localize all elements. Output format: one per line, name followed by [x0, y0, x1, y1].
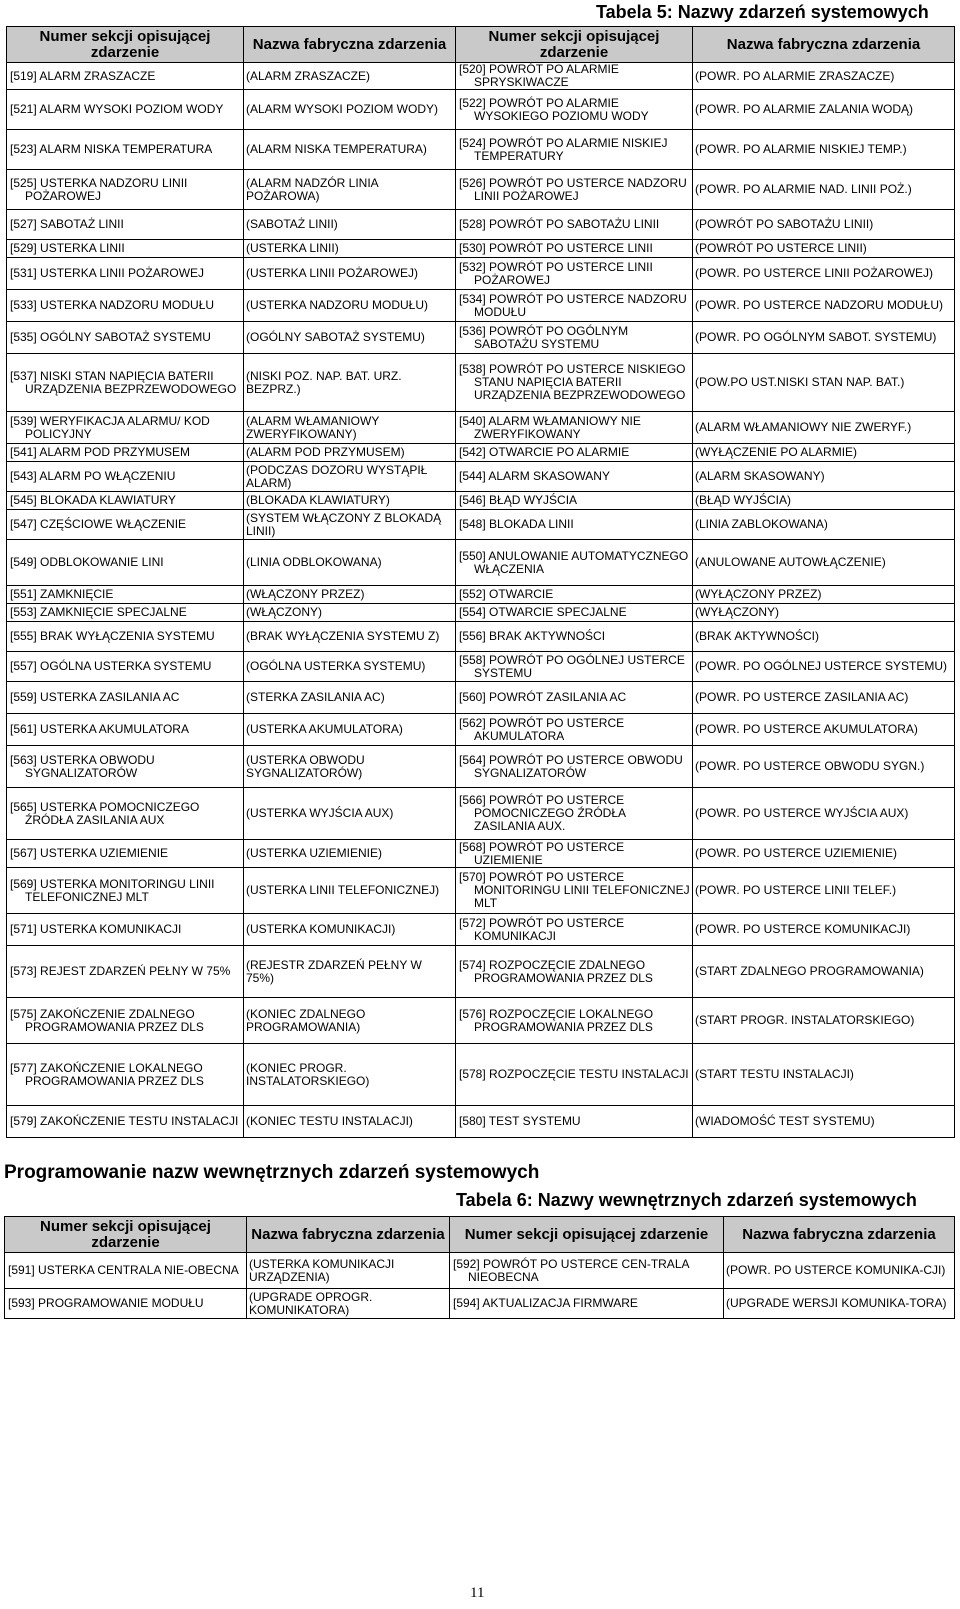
event-section-cell: [522] POWRÓT PO ALARMIE WYSOKIEGO POZIOMU WODY: [456, 90, 693, 130]
table-row: [7, 746, 955, 788]
event-section-cell: [557] OGÓLNA USTERKA SYSTEMU: [7, 652, 244, 682]
event-section-cell: [558] POWRÓT PO OGÓLNEJ USTERCE SYSTEMU: [456, 652, 693, 682]
event-section-cell: [521] ALARM WYSOKI POZIOM WODY: [7, 90, 244, 130]
factory-name-cell: (SYSTEM WŁĄCZONY Z BLOKADĄ LINII): [244, 510, 456, 540]
table-row: [7, 682, 955, 714]
factory-name-cell: (LINIA ZABLOKOWANA): [693, 510, 955, 540]
event-section-cell: [555] BRAK WYŁĄCZENIA SYSTEMU: [7, 622, 244, 652]
factory-name-cell: (BŁĄD WYJŚCIA): [693, 492, 955, 510]
event-section-cell: [553] ZAMKNIĘCIE SPECJALNE: [7, 604, 244, 622]
event-section-cell: [594] AKTUALIZACJA FIRMWARE: [450, 1289, 724, 1319]
table-row: [7, 540, 955, 586]
table-row: [7, 652, 955, 682]
event-section-cell: [570] POWRÓT PO USTERCE MONITORINGU LINII TELEFONICZNEJ MLT: [456, 868, 693, 914]
event-section-cell: [539] WERYFIKACJA ALARMU/ KOD POLICYJNY: [7, 412, 244, 444]
table-row: [7, 462, 955, 492]
event-section-cell: [560] POWRÓT ZASILANIA AC: [456, 682, 693, 714]
factory-name-cell: (POWRÓT PO SABOTAŻU LINII): [693, 210, 955, 240]
event-section-cell: [559] USTERKA ZASILANIA AC: [7, 682, 244, 714]
table-row: [7, 240, 955, 258]
event-section-cell: [569] USTERKA MONITORINGU LINII TELEFONICZNEJ MLT: [7, 868, 244, 914]
factory-name-cell: (POWR. PO USTERCE ZASILANIA AC): [693, 682, 955, 714]
factory-name-cell: (START PROGR. INSTALATORSKIEGO): [693, 998, 955, 1044]
factory-name-cell: (WYŁĄCZONY PRZEZ): [693, 586, 955, 604]
event-section-cell: [543] ALARM PO WŁĄCZENIU: [7, 462, 244, 492]
event-section-cell: [538] POWRÓT PO USTERCE NISKIEGO STANU NAPIĘCIA BATERII URZĄDZENIA BEZPRZEWODOWEGO: [456, 354, 693, 412]
factory-name-cell: (OGÓLNA USTERKA SYSTEMU): [244, 652, 456, 682]
table-row: [7, 412, 955, 444]
factory-name-cell: (ALARM POD PRZYMUSEM): [244, 444, 456, 462]
table-row: [7, 290, 955, 322]
factory-name-cell: (UPGRADE OPROGR. KOMUNIKATORA): [247, 1289, 450, 1319]
factory-name-cell: (USTERKA KOMUNIKACJI URZĄDZENIA): [247, 1253, 450, 1289]
factory-name-cell: (USTERKA AKUMULATORA): [244, 714, 456, 746]
factory-name-cell: (POWR. PO USTERCE WYJŚCIA AUX): [693, 788, 955, 840]
factory-name-cell: (POW.PO UST.NISKI STAN NAP. BAT.): [693, 354, 955, 412]
factory-name-cell: (KONIEC ZDALNEGO PROGRAMOWANIA): [244, 998, 456, 1044]
header-section-number: Numer sekcji opisującej zdarzenie: [5, 1217, 247, 1253]
event-section-cell: [536] POWRÓT PO OGÓLNYM SABOTAŻU SYSTEMU: [456, 322, 693, 354]
event-section-cell: [523] ALARM NISKA TEMPERATURA: [7, 130, 244, 170]
table-row: [7, 510, 955, 540]
factory-name-cell: (USTERKA UZIEMIENIE): [244, 840, 456, 868]
factory-name-cell: (POWR. PO OGÓLNYM SABOT. SYSTEMU): [693, 322, 955, 354]
factory-name-cell: (POWR. PO USTERCE AKUMULATORA): [693, 714, 955, 746]
event-section-cell: [530] POWRÓT PO USTERCE LINII: [456, 240, 693, 258]
event-section-cell: [529] USTERKA LINII: [7, 240, 244, 258]
factory-name-cell: (ALARM WŁAMANIOWY NIE ZWERYF.): [693, 412, 955, 444]
event-section-cell: [574] ROZPOCZĘCIE ZDALNEGO PROGRAMOWANIA PRZEZ DLS: [456, 946, 693, 998]
event-section-cell: [520] POWRÓT PO ALARMIE SPRYSKIWACZE: [456, 63, 693, 90]
header-section-number: Numer sekcji opisującej zdarzenie: [456, 27, 693, 63]
factory-name-cell: (POWR. PO USTERCE LINII POŻAROWEJ): [693, 258, 955, 290]
factory-name-cell: (POWR. PO ALARMIE NISKIEJ TEMP.): [693, 130, 955, 170]
table-row: [7, 788, 955, 840]
header-section-number: Numer sekcji opisującej zdarzenie: [7, 27, 244, 63]
event-section-cell: [579] ZAKOŃCZENIE TESTU INSTALACJI: [7, 1106, 244, 1138]
event-section-cell: [519] ALARM ZRASZACZE: [7, 63, 244, 90]
section-heading: Programowanie nazw wewnętrznych zdarzeń systemowych: [4, 1162, 540, 1183]
factory-name-cell: (PODCZAS DOZORU WYSTĄPIŁ ALARM): [244, 462, 456, 492]
table5-header-row: [7, 27, 955, 63]
table-row: [7, 258, 955, 290]
table-row: [7, 914, 955, 946]
factory-name-cell: (POWR. PO USTERCE UZIEMIENIE): [693, 840, 955, 868]
factory-name-cell: (USTERKA LINII TELEFONICZNEJ): [244, 868, 456, 914]
factory-name-cell: (ALARM SKASOWANY): [693, 462, 955, 492]
factory-name-cell: (USTERKA KOMUNIKACJI): [244, 914, 456, 946]
event-section-cell: [572] POWRÓT PO USTERCE KOMUNIKACJI: [456, 914, 693, 946]
table-row: [7, 840, 955, 868]
table5: [6, 26, 955, 1138]
event-section-cell: [527] SABOTAŻ LINII: [7, 210, 244, 240]
event-section-cell: [534] POWRÓT PO USTERCE NADZORU MODUŁU: [456, 290, 693, 322]
event-section-cell: [528] POWRÓT PO SABOTAŻU LINII: [456, 210, 693, 240]
event-section-cell: [548] BLOKADA LINII: [456, 510, 693, 540]
event-section-cell: [556] BRAK AKTYWNOŚCI: [456, 622, 693, 652]
event-section-cell: [592] POWRÓT PO USTERCE CEN-TRALA NIEOBECNA: [450, 1253, 724, 1289]
event-section-cell: [542] OTWARCIE PO ALARMIE: [456, 444, 693, 462]
table5-body: [7, 63, 955, 1138]
factory-name-cell: (LINIA ODBLOKOWANA): [244, 540, 456, 586]
event-section-cell: [533] USTERKA NADZORU MODUŁU: [7, 290, 244, 322]
table-row: [7, 998, 955, 1044]
event-section-cell: [546] BŁĄD WYJŚCIA: [456, 492, 693, 510]
event-section-cell: [537] NISKI STAN NAPIĘCIA BATERII URZĄDZENIA BEZPRZEWODOWEGO: [7, 354, 244, 412]
event-section-cell: [524] POWRÓT PO ALARMIE NISKIEJ TEMPERATURY: [456, 130, 693, 170]
factory-name-cell: (NISKI POZ. NAP. BAT. URZ. BEZPRZ.): [244, 354, 456, 412]
factory-name-cell: (START ZDALNEGO PROGRAMOWANIA): [693, 946, 955, 998]
factory-name-cell: (POWRÓT PO USTERCE LINII): [693, 240, 955, 258]
event-section-cell: [593] PROGRAMOWANIE MODUŁU: [5, 1289, 247, 1319]
table6-header-row: [5, 1217, 955, 1253]
header-section-number: Numer sekcji opisującej zdarzenie: [450, 1217, 724, 1253]
table-row: [7, 1044, 955, 1106]
event-section-cell: [568] POWRÓT PO USTERCE UZIEMIENIE: [456, 840, 693, 868]
event-section-cell: [576] ROZPOCZĘCIE LOKALNEGO PROGRAMOWANIA PRZEZ DLS: [456, 998, 693, 1044]
factory-name-cell: (STERKA ZASILANIA AC): [244, 682, 456, 714]
factory-name-cell: (POWR. PO USTERCE KOMUNIKACJI): [693, 914, 955, 946]
factory-name-cell: (ALARM NISKA TEMPERATURA): [244, 130, 456, 170]
table-row: [7, 444, 955, 462]
table-row: [7, 170, 955, 210]
table-row: [7, 1106, 955, 1138]
event-section-cell: [526] POWRÓT PO USTERCE NADZORU LINII POŻAROWEJ: [456, 170, 693, 210]
event-section-cell: [563] USTERKA OBWODU SYGNALIZATORÓW: [7, 746, 244, 788]
factory-name-cell: (USTERKA WYJŚCIA AUX): [244, 788, 456, 840]
factory-name-cell: (KONIEC PROGR. INSTALATORSKIEGO): [244, 1044, 456, 1106]
header-factory-name: Nazwa fabryczna zdarzenia: [244, 27, 456, 63]
factory-name-cell: (USTERKA LINII POŻAROWEJ): [244, 258, 456, 290]
event-section-cell: [564] POWRÓT PO USTERCE OBWODU SYGNALIZATORÓW: [456, 746, 693, 788]
event-section-cell: [541] ALARM POD PRZYMUSEM: [7, 444, 244, 462]
header-factory-name: Nazwa fabryczna zdarzenia: [724, 1217, 955, 1253]
table5-caption: Tabela 5: Nazwy zdarzeń systemowych: [596, 2, 929, 22]
event-section-cell: [531] USTERKA LINII POŻAROWEJ: [7, 258, 244, 290]
factory-name-cell: (USTERKA OBWODU SYGNALIZATORÓW): [244, 746, 456, 788]
factory-name-cell: (USTERKA NADZORU MODUŁU): [244, 290, 456, 322]
factory-name-cell: (ALARM WŁAMANIOWY ZWERYFIKOWANY): [244, 412, 456, 444]
table-row: [7, 210, 955, 240]
factory-name-cell: (ALARM NADZÓR LINIA POŻAROWA): [244, 170, 456, 210]
factory-name-cell: (ANULOWANE AUTOWŁĄCZENIE): [693, 540, 955, 586]
event-section-cell: [561] USTERKA AKUMULATORA: [7, 714, 244, 746]
page-number: 11: [470, 1585, 485, 1601]
factory-name-cell: (ALARM ZRASZACZE): [244, 63, 456, 90]
table-row: [7, 322, 955, 354]
event-section-cell: [535] OGÓLNY SABOTAŻ SYSTEMU: [7, 322, 244, 354]
table-row: [5, 1289, 955, 1319]
table-row: [7, 586, 955, 604]
event-section-cell: [565] USTERKA POMOCNICZEGO ŹRÓDŁA ZASILANIA AUX: [7, 788, 244, 840]
factory-name-cell: (ALARM WYSOKI POZIOM WODY): [244, 90, 456, 130]
event-section-cell: [554] OTWARCIE SPECJALNE: [456, 604, 693, 622]
table-row: [7, 492, 955, 510]
event-section-cell: [545] BLOKADA KLAWIATURY: [7, 492, 244, 510]
event-section-cell: [540] ALARM WŁAMANIOWY NIE ZWERYFIKOWANY: [456, 412, 693, 444]
event-section-cell: [544] ALARM SKASOWANY: [456, 462, 693, 492]
factory-name-cell: (WYŁĄCZENIE PO ALARMIE): [693, 444, 955, 462]
table-row: [7, 868, 955, 914]
event-section-cell: [552] OTWARCIE: [456, 586, 693, 604]
table6: [4, 1216, 955, 1319]
event-section-cell: [566] POWRÓT PO USTERCE POMOCNICZEGO ŹRÓDŁA ZASILANIA AUX.: [456, 788, 693, 840]
factory-name-cell: (START TESTU INSTALACJI): [693, 1044, 955, 1106]
event-section-cell: [562] POWRÓT PO USTERCE AKUMULATORA: [456, 714, 693, 746]
table6-caption: Tabela 6: Nazwy wewnętrznych zdarzeń systemowych: [456, 1190, 917, 1210]
header-factory-name: Nazwa fabryczna zdarzenia: [693, 27, 955, 63]
factory-name-cell: (BLOKADA KLAWIATURY): [244, 492, 456, 510]
factory-name-cell: (POWR. PO USTERCE LINII TELEF.): [693, 868, 955, 914]
event-section-cell: [577] ZAKOŃCZENIE LOKALNEGO PROGRAMOWANIA PRZEZ DLS: [7, 1044, 244, 1106]
event-section-cell: [591] USTERKA CENTRALA NIE-OBECNA: [5, 1253, 247, 1289]
factory-name-cell: (POWR. PO USTERCE NADZORU MODUŁU): [693, 290, 955, 322]
factory-name-cell: (KONIEC TESTU INSTALACJI): [244, 1106, 456, 1138]
factory-name-cell: (POWR. PO OGÓLNEJ USTERCE SYSTEMU): [693, 652, 955, 682]
event-section-cell: [532] POWRÓT PO USTERCE LINII POŻAROWEJ: [456, 258, 693, 290]
factory-name-cell: (OGÓLNY SABOTAŻ SYSTEMU): [244, 322, 456, 354]
factory-name-cell: (BRAK AKTYWNOŚCI): [693, 622, 955, 652]
table-row: [7, 354, 955, 412]
factory-name-cell: (UPGRADE WERSJI KOMUNIKA-TORA): [724, 1289, 955, 1319]
table-row: [7, 130, 955, 170]
factory-name-cell: (SABOTAŻ LINII): [244, 210, 456, 240]
factory-name-cell: (WYŁĄCZONY): [693, 604, 955, 622]
event-section-cell: [547] CZĘŚCIOWE WŁĄCZENIE: [7, 510, 244, 540]
factory-name-cell: (USTERKA LINII): [244, 240, 456, 258]
table-row: [5, 1253, 955, 1289]
event-section-cell: [551] ZAMKNIĘCIE: [7, 586, 244, 604]
table-row: [7, 63, 955, 90]
event-section-cell: [575] ZAKOŃCZENIE ZDALNEGO PROGRAMOWANIA PRZEZ DLS: [7, 998, 244, 1044]
factory-name-cell: (POWR. PO ALARMIE ZALANIA WODĄ): [693, 90, 955, 130]
event-section-cell: [550] ANULOWANIE AUTOMATYCZNEGO WŁĄCZENIA: [456, 540, 693, 586]
event-section-cell: [571] USTERKA KOMUNIKACJI: [7, 914, 244, 946]
factory-name-cell: (WIADOMOŚĆ TEST SYSTEMU): [693, 1106, 955, 1138]
factory-name-cell: (REJESTR ZDARZEŃ PEŁNY W 75%): [244, 946, 456, 998]
factory-name-cell: (BRAK WYŁĄCZENIA SYSTEMU Z): [244, 622, 456, 652]
table-row: [7, 946, 955, 998]
table-row: [7, 604, 955, 622]
table-row: [7, 90, 955, 130]
event-section-cell: [573] REJEST ZDARZEŃ PEŁNY W 75%: [7, 946, 244, 998]
event-section-cell: [525] USTERKA NADZORU LINII POŻAROWEJ: [7, 170, 244, 210]
event-section-cell: [567] USTERKA UZIEMIENIE: [7, 840, 244, 868]
table-row: [7, 622, 955, 652]
factory-name-cell: (POWR. PO ALARMIE NAD. LINII POŻ.): [693, 170, 955, 210]
event-section-cell: [549] ODBLOKOWANIE LINI: [7, 540, 244, 586]
factory-name-cell: (WŁĄCZONY): [244, 604, 456, 622]
table6-body: [5, 1253, 955, 1319]
event-section-cell: [578] ROZPOCZĘCIE TESTU INSTALACJI: [456, 1044, 693, 1106]
factory-name-cell: (POWR. PO USTERCE OBWODU SYGN.): [693, 746, 955, 788]
table-row: [7, 714, 955, 746]
factory-name-cell: (WŁĄCZONY PRZEZ): [244, 586, 456, 604]
header-factory-name: Nazwa fabryczna zdarzenia: [247, 1217, 450, 1253]
factory-name-cell: (POWR. PO USTERCE KOMUNIKA-CJI): [724, 1253, 955, 1289]
factory-name-cell: (POWR. PO ALARMIE ZRASZACZE): [693, 63, 955, 90]
event-section-cell: [580] TEST SYSTEMU: [456, 1106, 693, 1138]
